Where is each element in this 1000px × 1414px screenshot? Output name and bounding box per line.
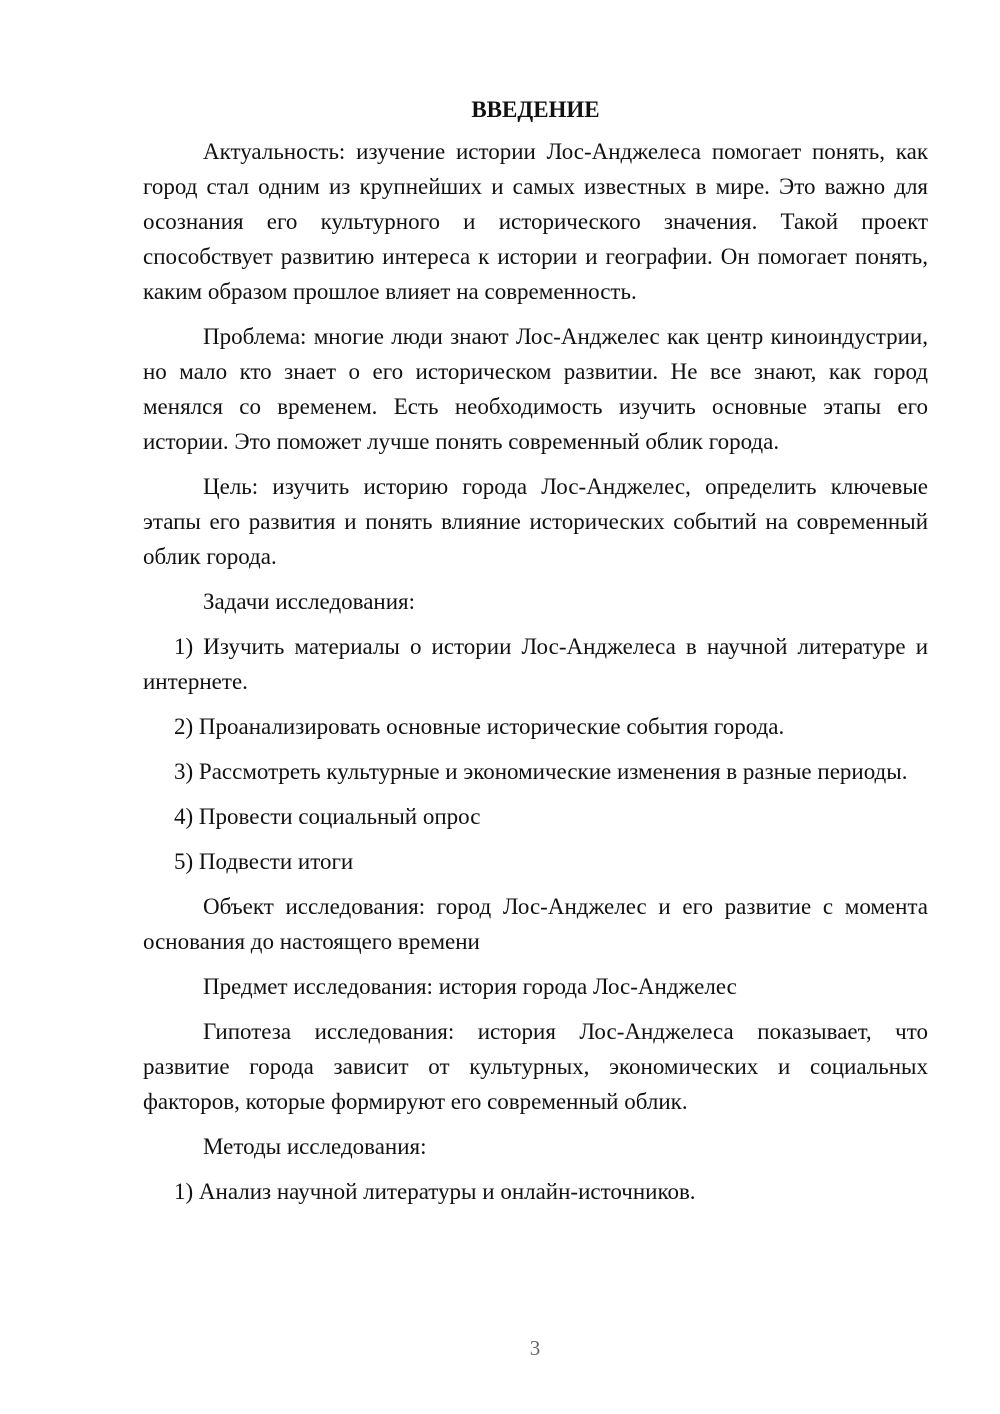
page-number-container (0, 1336, 1000, 1361)
task-item-4: 4) Провести социальный опрос (174, 804, 481, 829)
problem-paragraph: Проблема: многие люди знают Лос-Анджелес как центр киноиндустрии, но мало кто знает о его историческом развитии. Не все знают, как город менялся со временем. Есть необходимость изучить основные этапы его истории. Это поможет лучше понять современный облик города. (143, 324, 928, 454)
object-paragraph: Объект исследования: город Лос-Анджелес и его развитие с момента основания до настоящего времени (143, 894, 928, 954)
section-title: ВВЕДЕНИЕ (471, 97, 600, 122)
hypothesis-paragraph: Гипотеза исследования: история Лос-Анджелеса показывает, что развитие города зависит от культурных, экономических и социальных факторов, которые формируют его современный облик. (143, 1019, 928, 1114)
methods-heading: Методы исследования: (203, 1134, 427, 1159)
method-item-1: 1) Анализ научной литературы и онлайн-источников. (174, 1179, 696, 1204)
task-item-2: 2) Проанализировать основные исторические события города. (174, 714, 785, 739)
goal-paragraph: Цель: изучить историю города Лос-Анджелес, определить ключевые этапы его развития и понять влияние исторических событий на современный облик города. (143, 474, 928, 569)
task-item-5: 5) Подвести итоги (174, 849, 354, 874)
document-page (143, 96, 928, 1219)
task-item-3: 3) Рассмотреть культурные и экономические изменения в разные периоды. (174, 759, 908, 784)
page-number: 3 (529, 1336, 541, 1360)
task-item-1: 1) Изучить материалы о истории Лос-Анджелеса в научной литературе и интернете. (143, 634, 928, 694)
tasks-heading: Задачи исследования: (203, 589, 416, 614)
subject-paragraph: Предмет исследования: история города Лос-Анджелес (203, 974, 737, 999)
relevance-paragraph: Актуальность: изучение истории Лос-Анджелеса помогает понять, как город стал одним из крупнейших и самых известных в мире. Это важно для осознания его культурного и исторического значения. Такой проект способствует развитию интереса к истории и географии. Он помогает понять, каким образом прошлое влияет на современность. (143, 139, 928, 304)
